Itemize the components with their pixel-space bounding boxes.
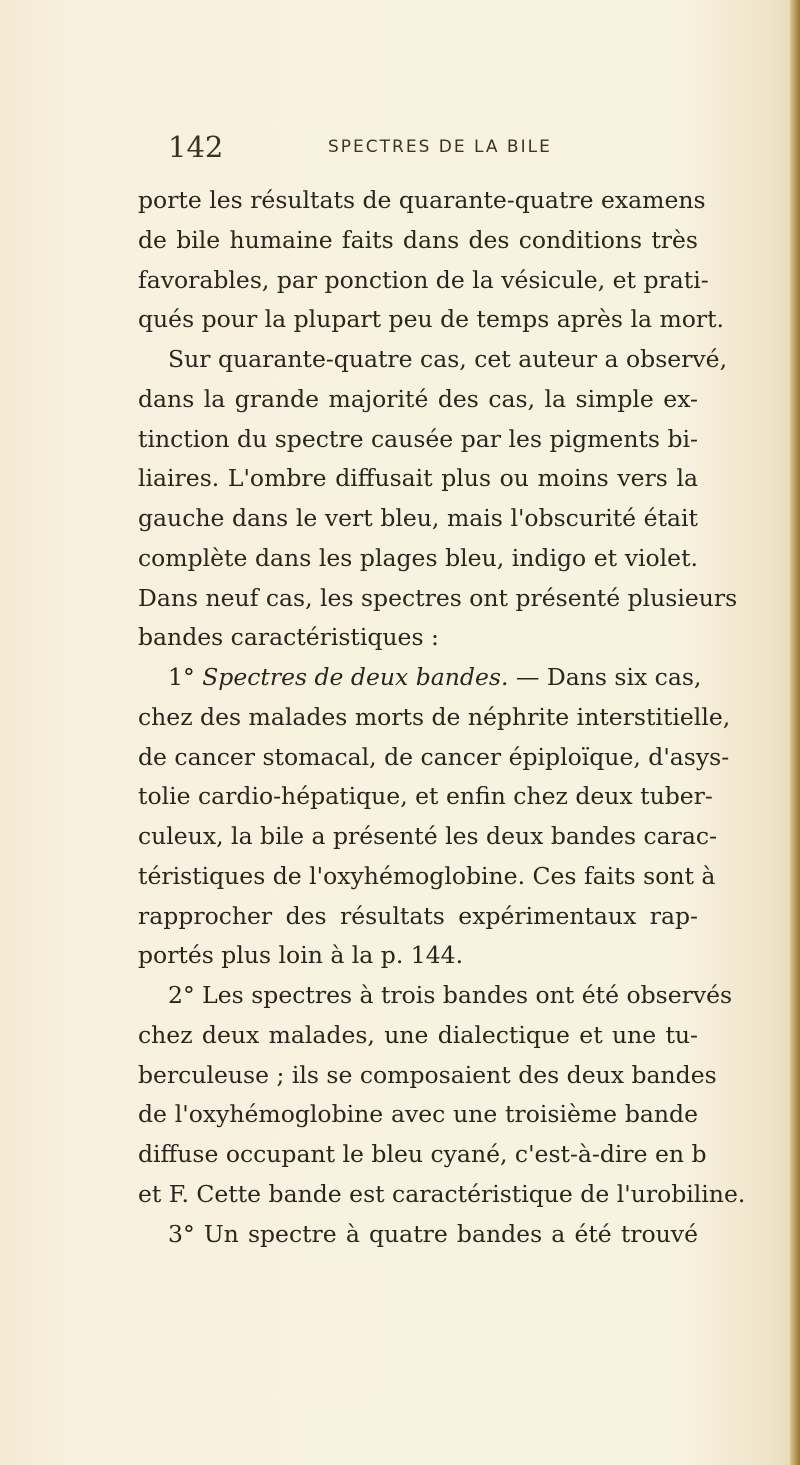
text-line: portés plus loin à la p. 144. [138,941,464,970]
text-line: 3° Un spectre à quatre bandes a été trouvé [168,1219,698,1248]
section-heading-line [138,658,702,698]
text-line: qués pour la plupart peu de temps après la mort. [138,305,725,334]
text-line: et F. Cette bande est caractéristique de l'urobiline. [138,1179,746,1208]
section-continuation: — Dans six cas, [508,663,702,691]
text-line: complète dans les plages bleu, indigo et violet. [138,543,698,572]
text-line: chez deux malades, une dialectique et une tu- [138,1020,698,1049]
text-line: diffuse occupant le bleu cyané, c'est-à-dire en b [138,1140,707,1168]
text-line: Sur quarante-quatre cas, cet auteur a observé, [168,345,728,373]
text-line: de bile humaine faits dans des conditions très [138,225,698,254]
text-line: chez des malades morts de néphrite interstitielle, [138,702,731,731]
text-line: rapprocher des résultats expérimentaux rap- [138,901,698,930]
text-line: culeux, la bile a présenté les deux bandes carac- [138,822,718,850]
text-line: liaires. L'ombre diffusait plus ou moins vers la [138,464,698,493]
section-number: 1° [168,663,195,691]
text-line: tolie cardio-hépatique, et enfin chez deux tuber- [138,782,713,811]
text-line: favorables, par ponction de la vésicule, et prati- [138,265,709,294]
text-line: berculeuse ; ils se composaient des deux bandes [138,1060,717,1089]
text-line: téristiques de l'oxyhémoglobine. Ces faits sont à [138,861,716,890]
text-line: dans la grande majorité des cas, la simple ex- [138,384,698,413]
text-line: bandes caractéristiques : [138,623,439,652]
text-line: gauche dans le vert bleu, mais l'obscurité était [138,504,698,532]
text-line: porte les résultats de quarante-quatre examens [138,186,706,214]
text-line: 2° Les spectres à trois bandes ont été observés [168,981,733,1009]
page-header [168,130,688,170]
text-line: de cancer stomacal, de cancer épiploïque, d'asys- [138,742,730,771]
body-text [138,181,746,1254]
text-line: de l'oxyhémoglobine avec une troisième bande [138,1100,698,1129]
running-head: SPECTRES DE LA BILE [328,137,552,157]
page-number: 142 [168,130,224,164]
text-line: Dans neuf cas, les spectres ont présenté plusieurs [138,583,738,612]
section-title: Spectres de deux bandes. [202,663,509,691]
text-line: tinction du spectre causée par les pigments bi- [138,424,698,453]
page-edge [790,0,800,1465]
